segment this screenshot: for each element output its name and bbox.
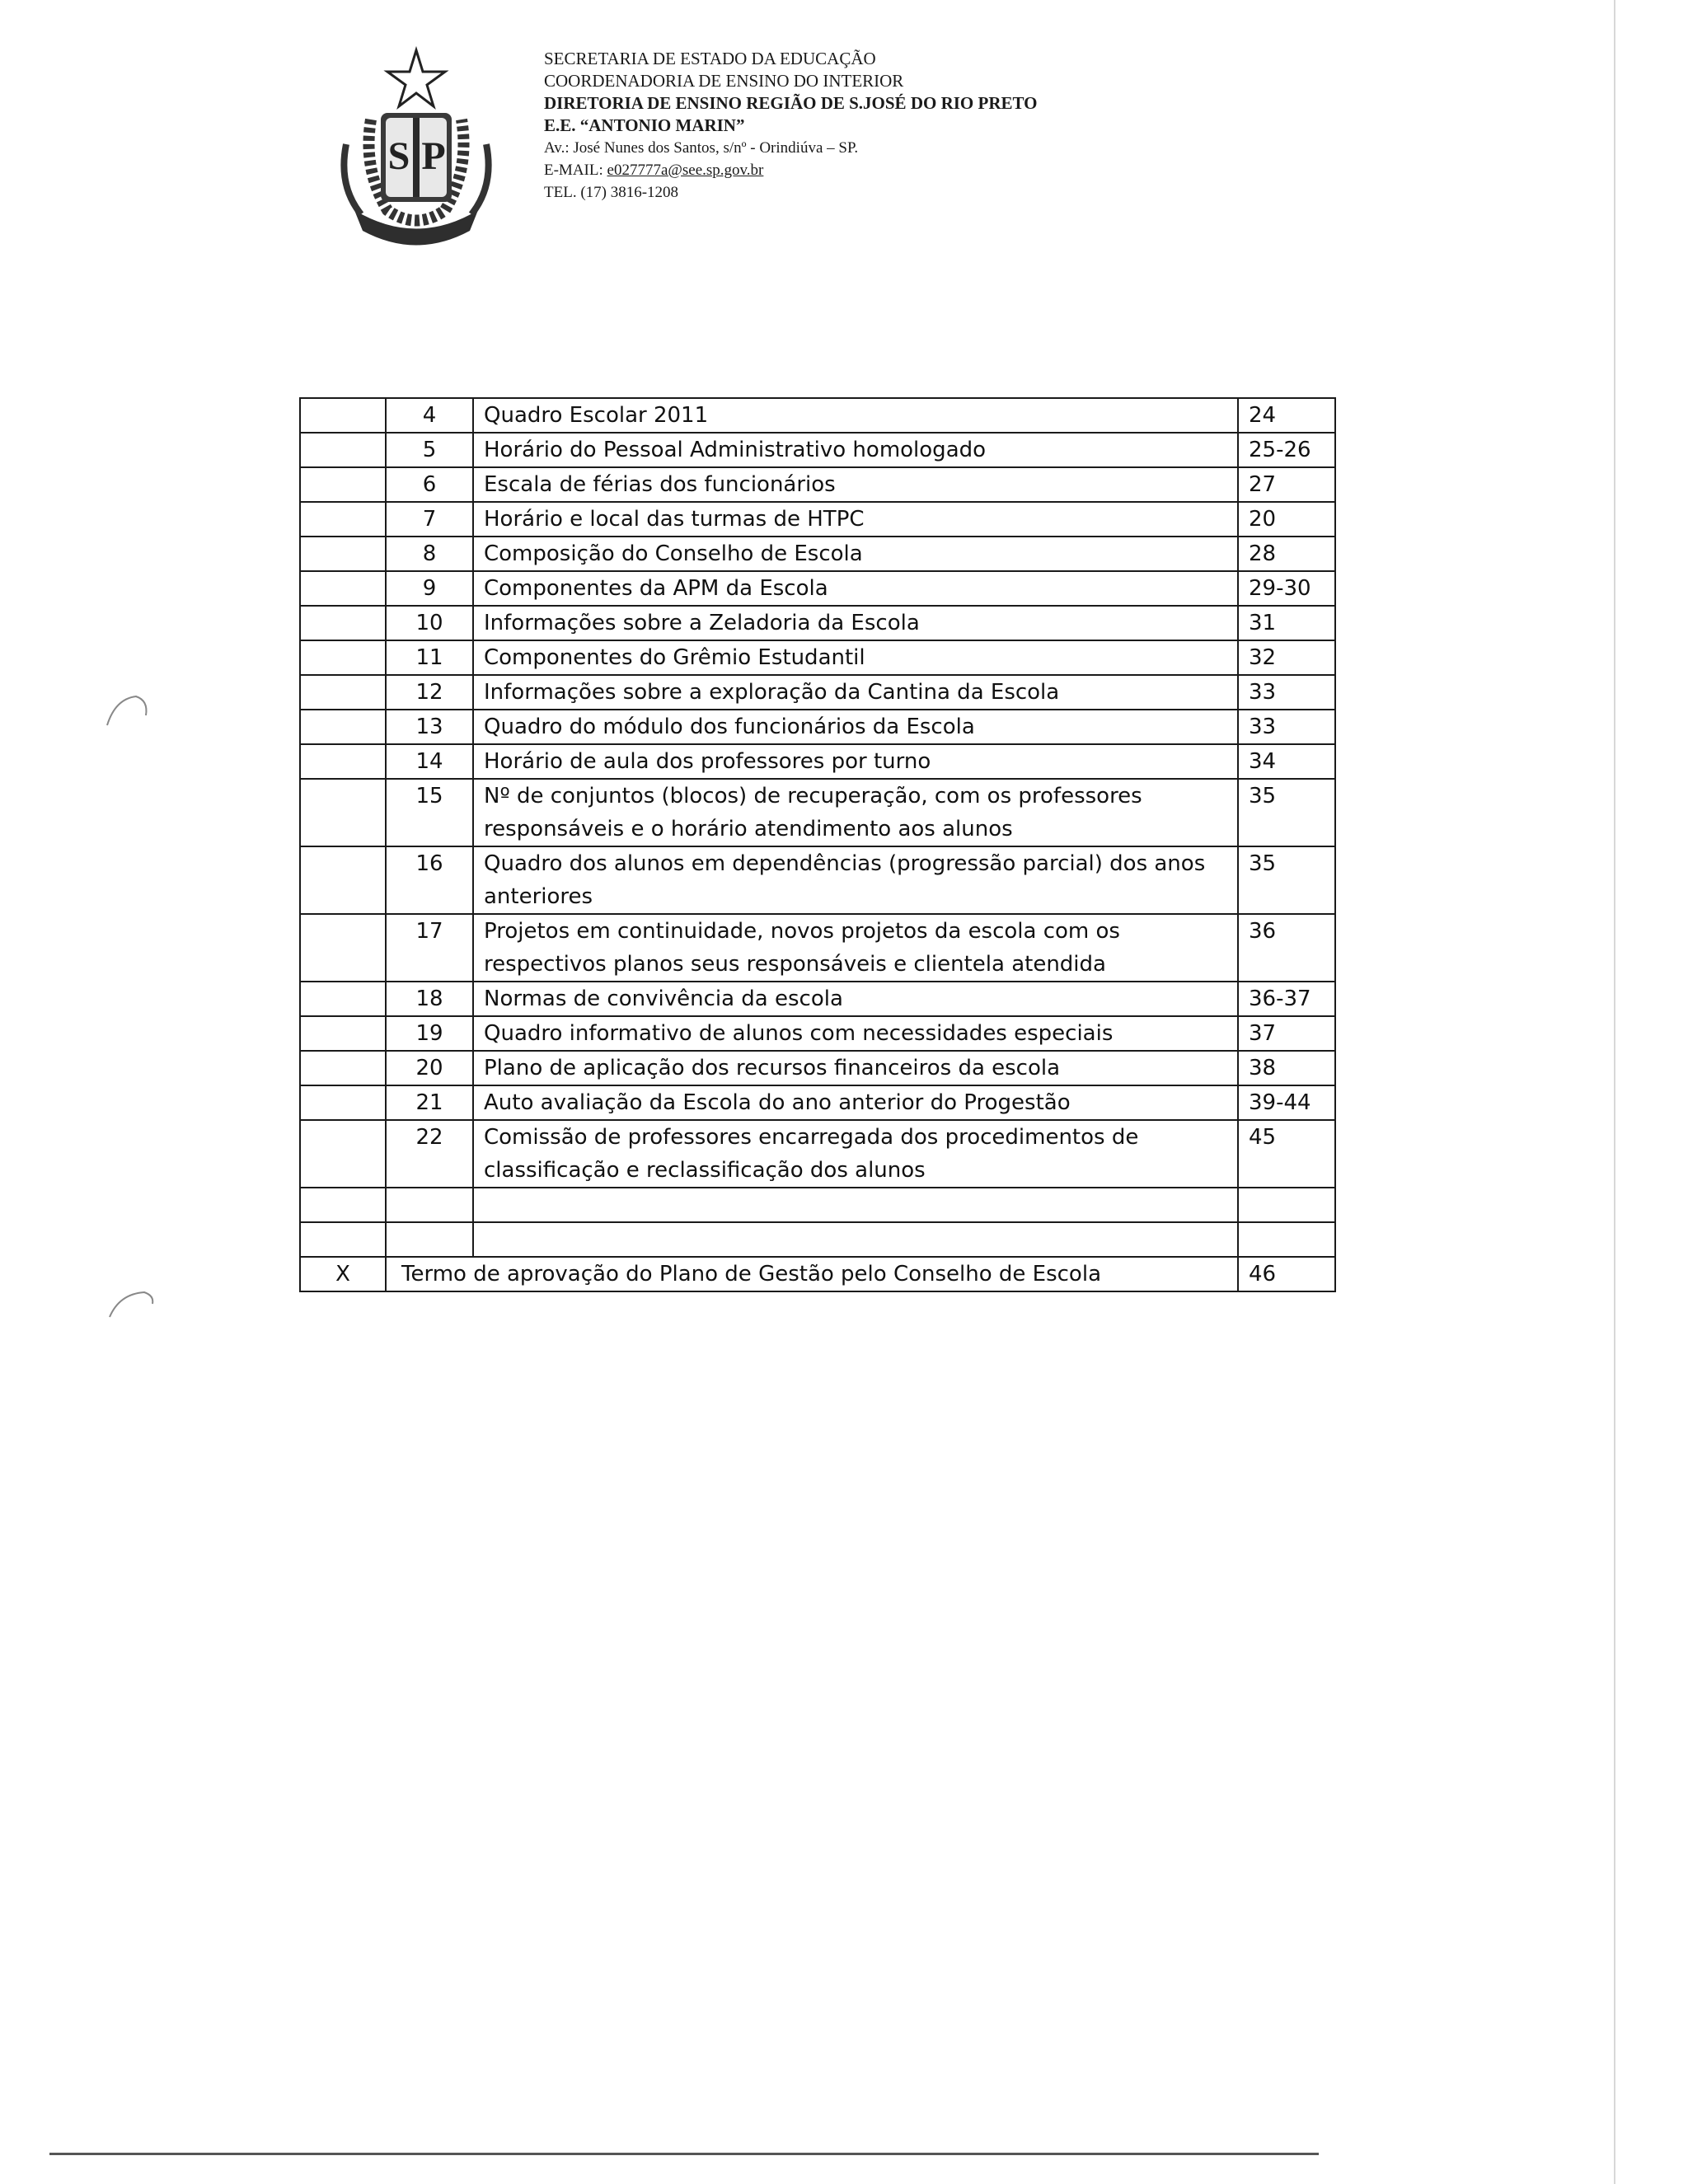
item-number: 9 <box>386 571 473 606</box>
item-title: Projetos em continuidade, novos projetos da escola com os respectivos planos seus responsáveis e clientela atendida <box>473 914 1238 982</box>
item-title: Componentes da APM da Escola <box>473 571 1238 606</box>
item-page: 33 <box>1238 710 1335 744</box>
table-row <box>300 1016 1335 1051</box>
item-title: Auto avaliação da Escola do ano anterior do Progestão <box>473 1085 1238 1120</box>
item-page: 35 <box>1238 846 1335 914</box>
header-line-school: E.E. “ANTONIO MARIN” <box>544 115 745 135</box>
header-line-phone: TEL. (17) 3816-1208 <box>544 184 679 201</box>
item-title: Quadro dos alunos em dependências (progressão parcial) dos anos anteriores <box>473 846 1238 914</box>
item-number: 8 <box>386 537 473 571</box>
email-link[interactable]: e027777a@see.sp.gov.br <box>607 162 764 179</box>
header-line-diretoria: DIRETORIA DE ENSINO REGIÃO DE S.JOSÉ DO RIO PRETO <box>544 93 1038 113</box>
item-number: 10 <box>386 606 473 640</box>
crest-letter-right: P <box>421 134 446 178</box>
item-title: Nº de conjuntos (blocos) de recuperação, com os professores responsáveis e o horário atendimento aos alunos <box>473 779 1238 846</box>
scan-hole-mark <box>103 1286 161 1327</box>
empty-cell <box>473 1222 1238 1257</box>
item-number: 6 <box>386 467 473 502</box>
table-row <box>300 571 1335 606</box>
empty-cell <box>386 1188 473 1222</box>
crest-letter-left: S <box>387 134 410 178</box>
header-line-email <box>544 159 1037 181</box>
item-number: 18 <box>386 982 473 1016</box>
blank-cell <box>300 744 386 779</box>
item-number: 7 <box>386 502 473 537</box>
blank-cell <box>300 675 386 710</box>
item-title: Horário e local das turmas de HTPC <box>473 502 1238 537</box>
table-row <box>300 914 1335 982</box>
blank-cell <box>300 398 386 433</box>
item-page: 35 <box>1238 779 1335 846</box>
item-title: Composição do Conselho de Escola <box>473 537 1238 571</box>
item-page: 33 <box>1238 675 1335 710</box>
blank-cell <box>300 779 386 846</box>
empty-cell <box>300 1188 386 1222</box>
table-row <box>300 502 1335 537</box>
table-row <box>300 606 1335 640</box>
item-title: Escala de férias dos funcionários <box>473 467 1238 502</box>
empty-cell <box>473 1188 1238 1222</box>
blank-cell <box>300 710 386 744</box>
item-number: 11 <box>386 640 473 675</box>
item-number: 21 <box>386 1085 473 1120</box>
table-row <box>300 537 1335 571</box>
item-page: 36-37 <box>1238 982 1335 1016</box>
approval-row <box>300 1257 1335 1291</box>
coat-of-arms-icon <box>338 45 495 247</box>
table-row <box>300 1120 1335 1188</box>
empty-row <box>300 1222 1335 1257</box>
item-number: 5 <box>386 433 473 467</box>
institution-header <box>544 48 1037 204</box>
item-number: 19 <box>386 1016 473 1051</box>
table-row <box>300 744 1335 779</box>
table-row <box>300 846 1335 914</box>
item-title: Componentes do Grêmio Estudantil <box>473 640 1238 675</box>
blank-cell <box>300 1085 386 1120</box>
item-page: 25-26 <box>1238 433 1335 467</box>
email-label: E-MAIL: <box>544 162 607 179</box>
item-page: 24 <box>1238 398 1335 433</box>
blank-cell <box>300 640 386 675</box>
empty-cell <box>300 1222 386 1257</box>
item-title: Normas de convivência da escola <box>473 982 1238 1016</box>
item-page: 20 <box>1238 502 1335 537</box>
item-title: Informações sobre a Zeladoria da Escola <box>473 606 1238 640</box>
empty-row <box>300 1188 1335 1222</box>
item-title: Informações sobre a exploração da Cantina da Escola <box>473 675 1238 710</box>
scan-hole-mark <box>103 692 152 733</box>
blank-cell <box>300 537 386 571</box>
item-title: Quadro do módulo dos funcionários da Escola <box>473 710 1238 744</box>
item-page: 32 <box>1238 640 1335 675</box>
blank-cell <box>300 502 386 537</box>
item-number: 15 <box>386 779 473 846</box>
header-line-address: Av.: José Nunes dos Santos, s/nº - Orindiúva – SP. <box>544 139 859 157</box>
item-page: 29-30 <box>1238 571 1335 606</box>
item-title: Comissão de professores encarregada dos procedimentos de classificação e reclassificação dos alunos <box>473 1120 1238 1188</box>
item-page: 28 <box>1238 537 1335 571</box>
item-page: 36 <box>1238 914 1335 982</box>
table-row <box>300 1051 1335 1085</box>
empty-cell <box>1238 1222 1335 1257</box>
blank-cell <box>300 1016 386 1051</box>
blank-cell <box>300 606 386 640</box>
table-row <box>300 779 1335 846</box>
approval-title: Termo de aprovação do Plano de Gestão pelo Conselho de Escola <box>386 1257 1238 1291</box>
item-number: 4 <box>386 398 473 433</box>
blank-cell <box>300 1051 386 1085</box>
item-number: 22 <box>386 1120 473 1188</box>
contents-table <box>299 397 1336 1292</box>
item-number: 14 <box>386 744 473 779</box>
item-number: 16 <box>386 846 473 914</box>
item-title: Plano de aplicação dos recursos financeiros da escola <box>473 1051 1238 1085</box>
table-row <box>300 675 1335 710</box>
item-number: 13 <box>386 710 473 744</box>
item-number: 12 <box>386 675 473 710</box>
scan-edge-line <box>1614 0 1615 2184</box>
item-page: 37 <box>1238 1016 1335 1051</box>
blank-cell <box>300 571 386 606</box>
contents-table-body <box>300 398 1335 1291</box>
item-page: 34 <box>1238 744 1335 779</box>
table-row <box>300 1085 1335 1120</box>
header-line-coordenadoria: COORDENADORIA DE ENSINO DO INTERIOR <box>544 71 904 91</box>
table-row <box>300 467 1335 502</box>
empty-cell <box>1238 1188 1335 1222</box>
empty-cell <box>386 1222 473 1257</box>
item-number: 17 <box>386 914 473 982</box>
table-row <box>300 710 1335 744</box>
approval-page: 46 <box>1238 1257 1335 1291</box>
item-title: Horário do Pessoal Administrativo homologado <box>473 433 1238 467</box>
approval-mark: X <box>300 1257 386 1291</box>
table-row <box>300 640 1335 675</box>
item-title: Quadro informativo de alunos com necessidades especiais <box>473 1016 1238 1051</box>
item-page: 45 <box>1238 1120 1335 1188</box>
scan-bottom-line <box>49 2153 1319 2155</box>
item-title: Quadro Escolar 2011 <box>473 398 1238 433</box>
blank-cell <box>300 982 386 1016</box>
blank-cell <box>300 1120 386 1188</box>
blank-cell <box>300 914 386 982</box>
table-row <box>300 433 1335 467</box>
item-page: 39-44 <box>1238 1085 1335 1120</box>
table-row <box>300 982 1335 1016</box>
item-page: 38 <box>1238 1051 1335 1085</box>
item-number: 20 <box>386 1051 473 1085</box>
header-line-secretaria: SECRETARIA DE ESTADO DA EDUCAÇÃO <box>544 49 876 68</box>
item-page: 31 <box>1238 606 1335 640</box>
item-page: 27 <box>1238 467 1335 502</box>
blank-cell <box>300 846 386 914</box>
item-title: Horário de aula dos professores por turno <box>473 744 1238 779</box>
table-row <box>300 398 1335 433</box>
blank-cell <box>300 433 386 467</box>
blank-cell <box>300 467 386 502</box>
